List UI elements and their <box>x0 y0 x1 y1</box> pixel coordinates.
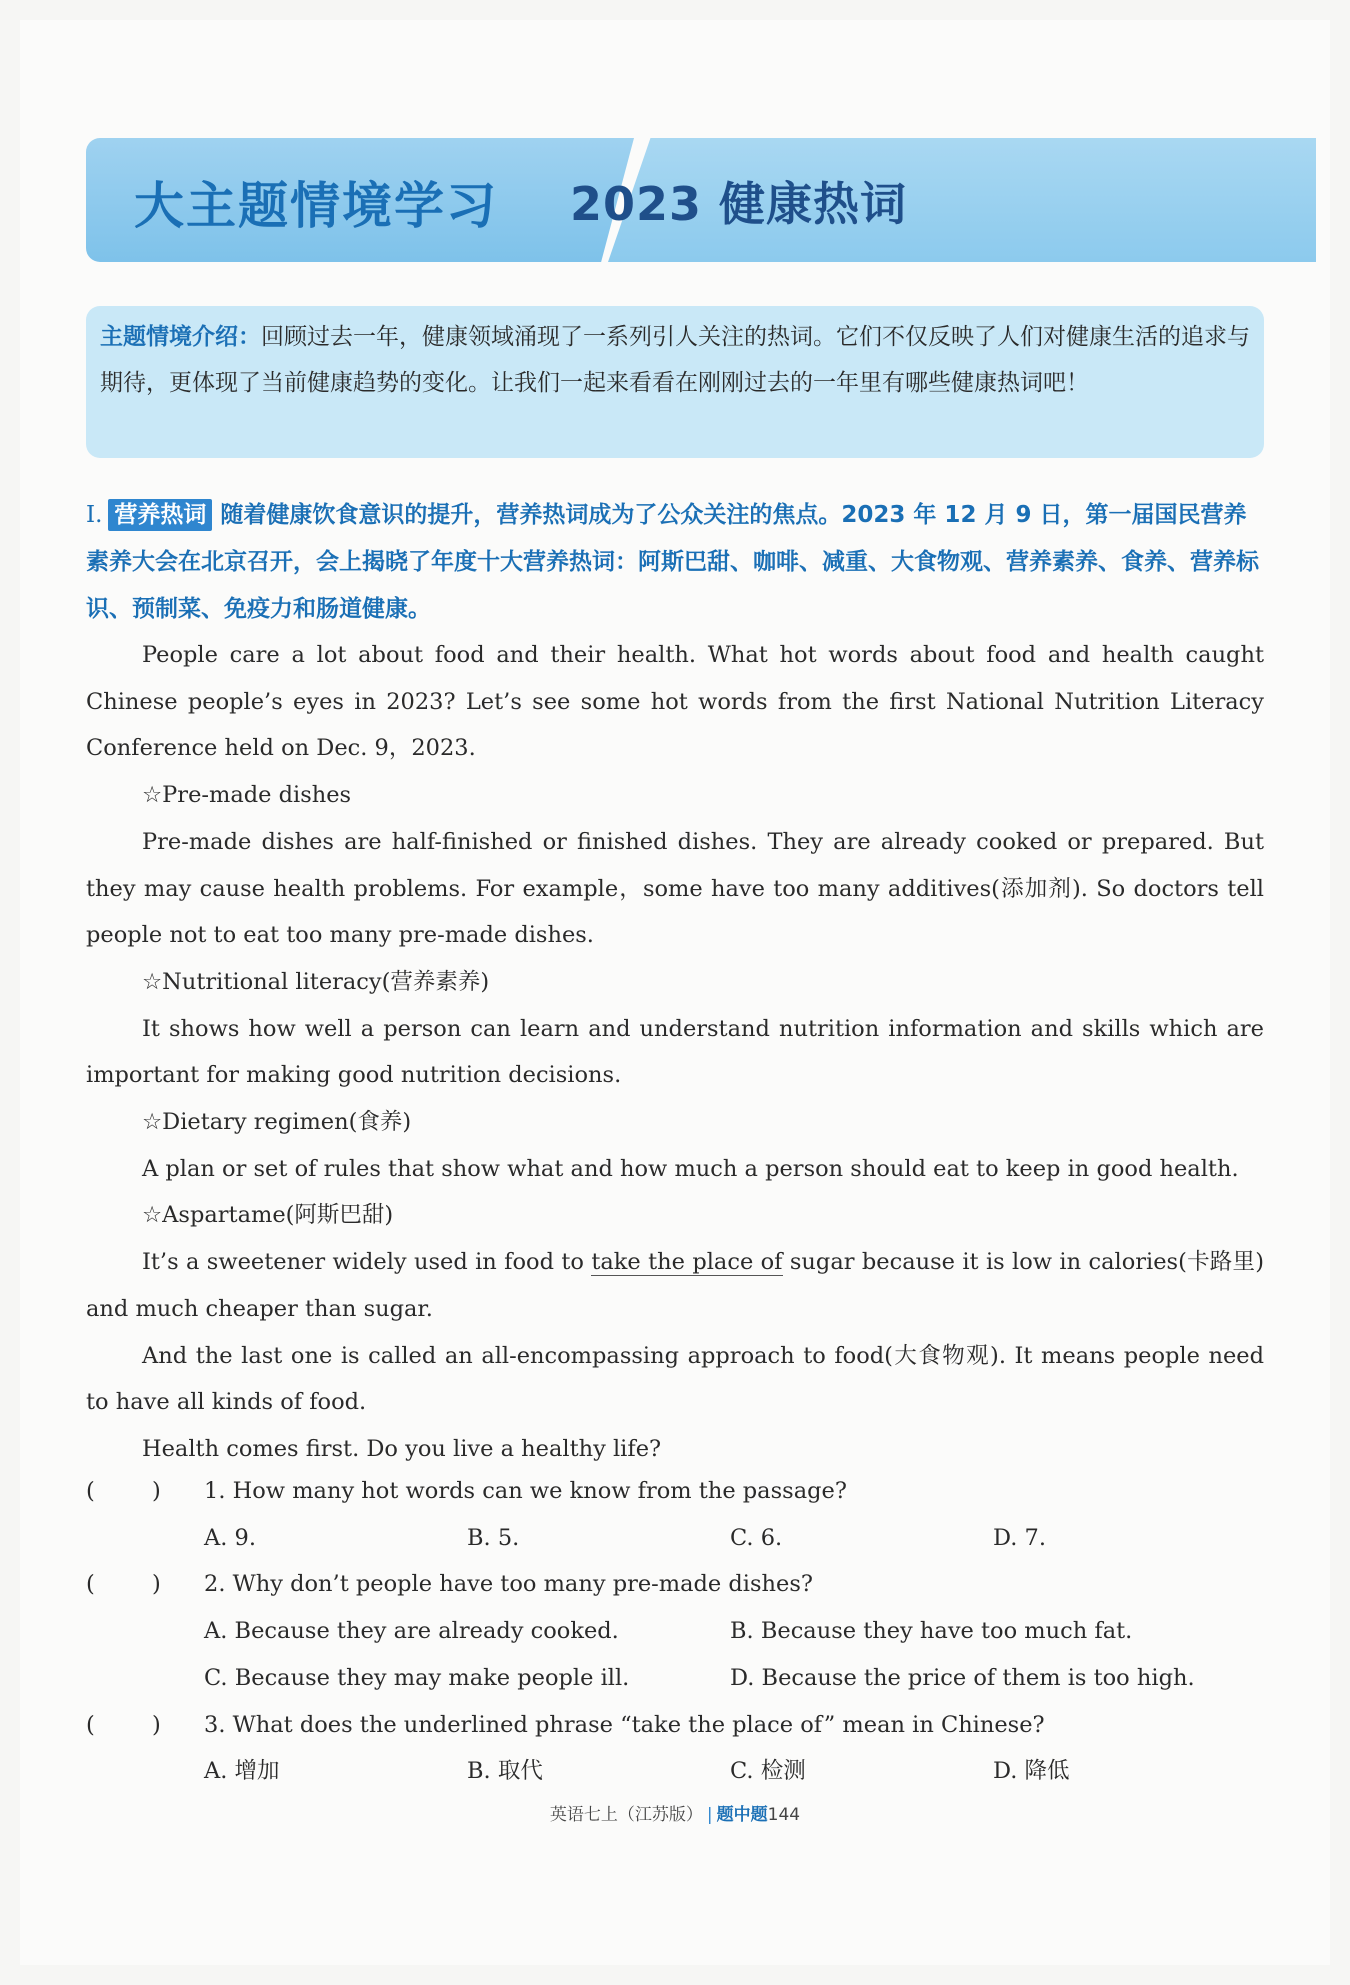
option: B. 5. <box>467 1524 520 1551</box>
question-3-options <box>86 1748 1264 1795</box>
option: A. 增加 <box>204 1758 280 1785</box>
question-stem: 1. How many hot words can we know from the passage? <box>204 1478 847 1504</box>
passage-text: It’s a sweetener widely used in food to <box>142 1249 592 1276</box>
question-stem: 3. What does the underlined phrase “take the place of” mean in Chinese? <box>204 1711 1045 1738</box>
banner-right-title: 2023 健康热词 <box>570 177 908 231</box>
passage-subheading: ☆Dietary regimen(食养) <box>142 1109 412 1136</box>
section-text: 随着健康饮食意识的提升，营养热词成为了公众关注的焦点。2023 年 12 月 9 日，第一届国民营养素养大会在北京召开，会上揭晓了年度十大营养热词：阿斯巴甜、咖啡、减重、大食物观、营养素养、食养、营养标识、预制菜、免疫力和肠道健康。 <box>86 502 1259 622</box>
underlined-phrase: take the place of <box>591 1249 783 1276</box>
option: D. 降低 <box>993 1758 1070 1785</box>
passage-subheading: ☆Aspartame(阿斯巴甜) <box>142 1202 394 1229</box>
question-1-options <box>86 1515 1264 1562</box>
passage-paragraph: People care a lot about food and their health. What hot words about food and health caught Chinese people’s eyes in 2023? Let’s see some hot words from the first National Nutrition Literacy Conference held on Dec. 9，2023. <box>86 642 1264 762</box>
footer-brand: 题中题 <box>716 1805 768 1825</box>
questions <box>86 1468 1264 1795</box>
footer-separator: | <box>706 1805 713 1825</box>
question-stem: 2. Why don’t people have too many pre-made dishes? <box>204 1571 813 1598</box>
section-heading <box>86 492 1264 633</box>
passage-paragraph: It shows how well a person can learn and understand nutrition information and skills which are important for making good nutrition decisions. <box>86 1015 1264 1089</box>
answer-blank[interactable]: ( ) <box>86 1478 161 1504</box>
question-2-options <box>86 1608 1264 1655</box>
section-number: Ⅰ. <box>86 502 103 528</box>
question-3 <box>86 1702 1264 1749</box>
option: D. Because the price of them is too high. <box>730 1664 1195 1691</box>
option: C. 检测 <box>730 1758 806 1785</box>
option: A. 9. <box>204 1524 257 1551</box>
passage-subheading: ☆Nutritional literacy(营养素养) <box>142 968 490 995</box>
option: C. Because they may make people ill. <box>204 1664 630 1691</box>
title-banner <box>86 138 1316 262</box>
passage-paragraph: And the last one is called an all-encompassing approach to food(大食物观). It means people need to have all kinds of food. <box>86 1342 1264 1416</box>
page-number: 144 <box>767 1805 801 1825</box>
intro-text: 回顾过去一年，健康领域涌现了一系列引人关注的热词。它们不仅反映了人们对健康生活的追求与期待，更体现了当前健康趋势的变化。让我们一起来看看在刚刚过去的一年里有哪些健康热词吧！ <box>100 324 1250 396</box>
option: D. 7. <box>993 1524 1047 1551</box>
option: B. 取代 <box>467 1758 543 1785</box>
answer-blank[interactable]: ( ) <box>86 1571 161 1598</box>
question-1 <box>86 1468 1264 1515</box>
question-2 <box>86 1561 1264 1608</box>
section-tag: 营养热词 <box>108 499 212 531</box>
passage-subheading: ☆Pre-made dishes <box>142 782 352 809</box>
passage-paragraph: A plan or set of rules that show what and how much a person should eat to keep in good health. <box>142 1155 1239 1182</box>
passage-text: sugar because it is low in calories(卡路里) and much cheaper than sugar. <box>86 1249 1265 1322</box>
intro-label: 主题情境介绍： <box>100 324 261 350</box>
passage <box>86 632 1264 1473</box>
passage-paragraph <box>86 1239 1264 1332</box>
option: A. Because they are already cooked. <box>204 1618 619 1645</box>
banner-left-title: 大主题情境学习 <box>134 177 498 235</box>
intro-box <box>86 306 1264 458</box>
option: C. 6. <box>730 1524 783 1551</box>
option: B. Because they have too much fat. <box>730 1618 1133 1645</box>
question-2-options <box>86 1655 1264 1702</box>
answer-blank[interactable]: ( ) <box>86 1711 161 1738</box>
passage-paragraph: Pre-made dishes are half-finished or finished dishes. They are already cooked or prepared. But they may cause health problems. For example，some have too many additives(添加剂). So doctors tell people not to eat too many pre-made dishes. <box>86 828 1264 949</box>
passage-paragraph: Health comes first. Do you live a healthy life? <box>142 1435 662 1462</box>
footer-book: 英语七上（江苏版） <box>549 1805 703 1825</box>
page-footer <box>0 1800 1350 1825</box>
